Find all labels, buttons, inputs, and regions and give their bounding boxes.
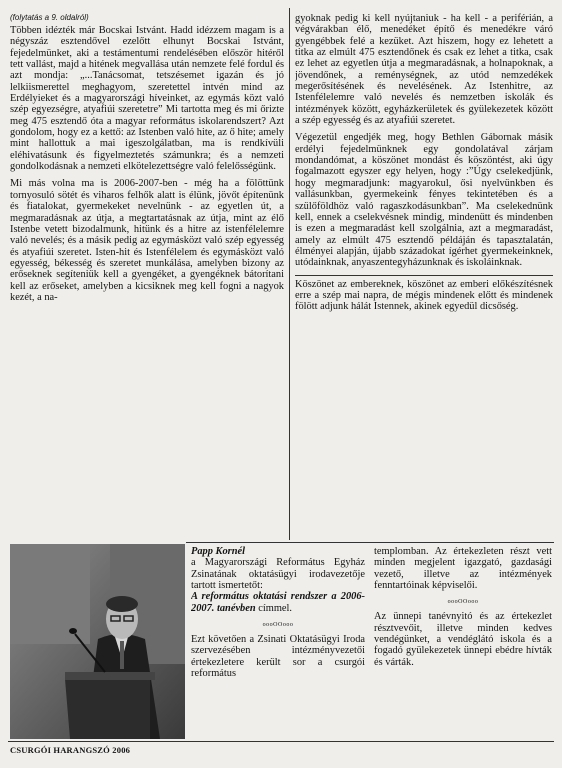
publication-footer: CSURGÓI HARANGSZÓ 2006 [10,745,131,755]
right-paragraph-3: Köszönet az embereknek, köszönet az emberi előkészítésnek erre a szép mai napra, de mégis mindenek előtt és mindenek fölött adjunk hálát Istennek, akinek egyedül dicsőség. [295,275,553,313]
bottom-right-column [374,546,552,742]
speaker-at-podium-photo [10,544,185,739]
footer-rule [8,741,554,742]
right-column [295,13,553,541]
speaker-name: Papp Kornél [191,546,245,557]
left-paragraph-1: Többen idézték már Bocskai Istvánt. Hadd idézzem magam is a négyszáz esztendővel ezelőtt elhunyt Bocskai Istvánt, fejedelmünket, aki a testámentumi rendelésében először hitéről tett vallást, majd a hitének megvallása után nemzete felé fordul és azt mondja: „...Tanácsomat, tetszésemet igazán és jó lelkiismerettel meghagyom, szeretettel intvén mind az Erdélyieket és a magyarországi híveinket, az egymás közt való szép egyezségre, atyafiúi szeretetre” Mi tartotta meg és mi őrizte meg 475 esztendő óta a magyar református iskolarendszert? Azt gondolom, hogy ez a kettő: az Istenben való hite, az ő hite; amely mint hallottuk a mai igeszolgálatban, ma is rendkívüli eléhivatásunk és figyelmeztetés számunkra; és a nemzeti gondolkodásnak a nemzeti elkötelezettségre való felelősségünk. [10,25,284,173]
bottom-middle-column [191,546,365,742]
lecture-title: A református oktatási rendszer a 2006-2007. tanévben [191,591,365,614]
bottom-middle-paragraph-2: Ezt követően a Zsinati Oktatásügyi Iroda szervezésében intézményvezetői értekezletere került sor a csurgói református [191,634,365,680]
speaker-photo [10,544,185,739]
bottom-right-paragraph-2: Az ünnepi tanévnyitó és az értekezlet résztvevőit, illetve minden kedves vendégünket, a vendéglátó iskola és a fogadó gyülekezetek ünnepi ebédre hívták és várták. [374,611,552,668]
ornament-separator-right: oooOOooo [447,599,479,606]
speaker-intro: a Magyarországi Református Egyház Zsinatának oktatásügyi irodavezetője tartott ismertetőt: [191,557,365,592]
section-divider [186,542,554,543]
bottom-right-paragraph-1: templomban. Az értekezleten részt vett minden megjelent igazgató, gazdasági vezető, illetve az intézmények fenntartóinak képviselői. [374,546,552,592]
left-column [10,13,284,541]
ornament-separator: oooOOooo [262,622,294,629]
column-divider [289,8,290,540]
left-paragraph-2: Mi más volna ma is 2006-2007-ben - még ha a fölöttünk tornyosuló sötét és viharos felhők alatt is élünk, jövőt építenünk és fiatalokat, gyermekeket nevelnünk - az egyetlen út, a megmaradásnak az útja, a megtartatásnak az útja, mint az élő Istenbe vetett bizodalmunk, hitünk és a hitre az istenfélelemre való nevelés; és a másik pedig az egymásközt való szép egyesség és atyafiúi szeretet. Isten-hit és Istenfélelem és egymásközt való egyesség, békesség és szeretet munkálása, amelyben bizony az erőseknek segíteniük kell a gyengéket, a gyengéknek bátorítani kell az erőseket, amelyben a kicsiknek meg kell fogni a nagyok kezét, a na- [10,178,284,303]
right-paragraph-1: gyoknak pedig ki kell nyújtaniuk - ha kell - a periférián, a végvárakban élő, menedéket építő és menedékre váró gyengébbek felé a kezüket. Azt hiszem, hogy ez lehetett a titka az elmúlt 475 esztendőnek és csak ez lehet a titka, csak ez lehet az egyetlen útja a megmaradásnak, a holnapoknak, a jövendőnek, a reménységnek, az utód nemzedékek megerősítésének és nevelésének. Az Istenhitre, az Istenfélelemre való nevelés és nemzetben iskolák és intézmények között, egyházkerületek és gyülekezetek között a szép egyesség és az atyafiúi szeretet. [295,13,553,127]
right-paragraph-2: Végezetül engedjék meg, hogy Bethlen Gábornak másik erdélyi fejedelmünknek egy gondolatával zárjam mondandómat, a köszönet mondást és köszöntést, aki úgy fogalmazott egyszer egy helyen, hogy :”Úgy cselekedjünk, hogy megmaradjunk: magyarokul, ősi nyelvünkben és vallásunkban, gyermekeink fényes tekintetében és a szülőföldhöz való ragaszkodásunkban”. Ma cselekednünk kell, ennek a cselekvésnek mindig, mindenütt és mindenben is ezen a megmaradást kell szolgálnia, azt a megmaradást, amely az elmúlt 475 esztendő példáján és tapasztalatán, élményei alapján, újabb századokat ígérhet gyermekeinknek, utódainknak, anyaszentegyházunknak és iskoláinknak. [295,132,553,269]
lecture-title-line [191,591,365,614]
continuation-note: (folytatás a 9. oldalról) [10,13,89,22]
lecture-title-suffix: címmel. [255,602,293,614]
